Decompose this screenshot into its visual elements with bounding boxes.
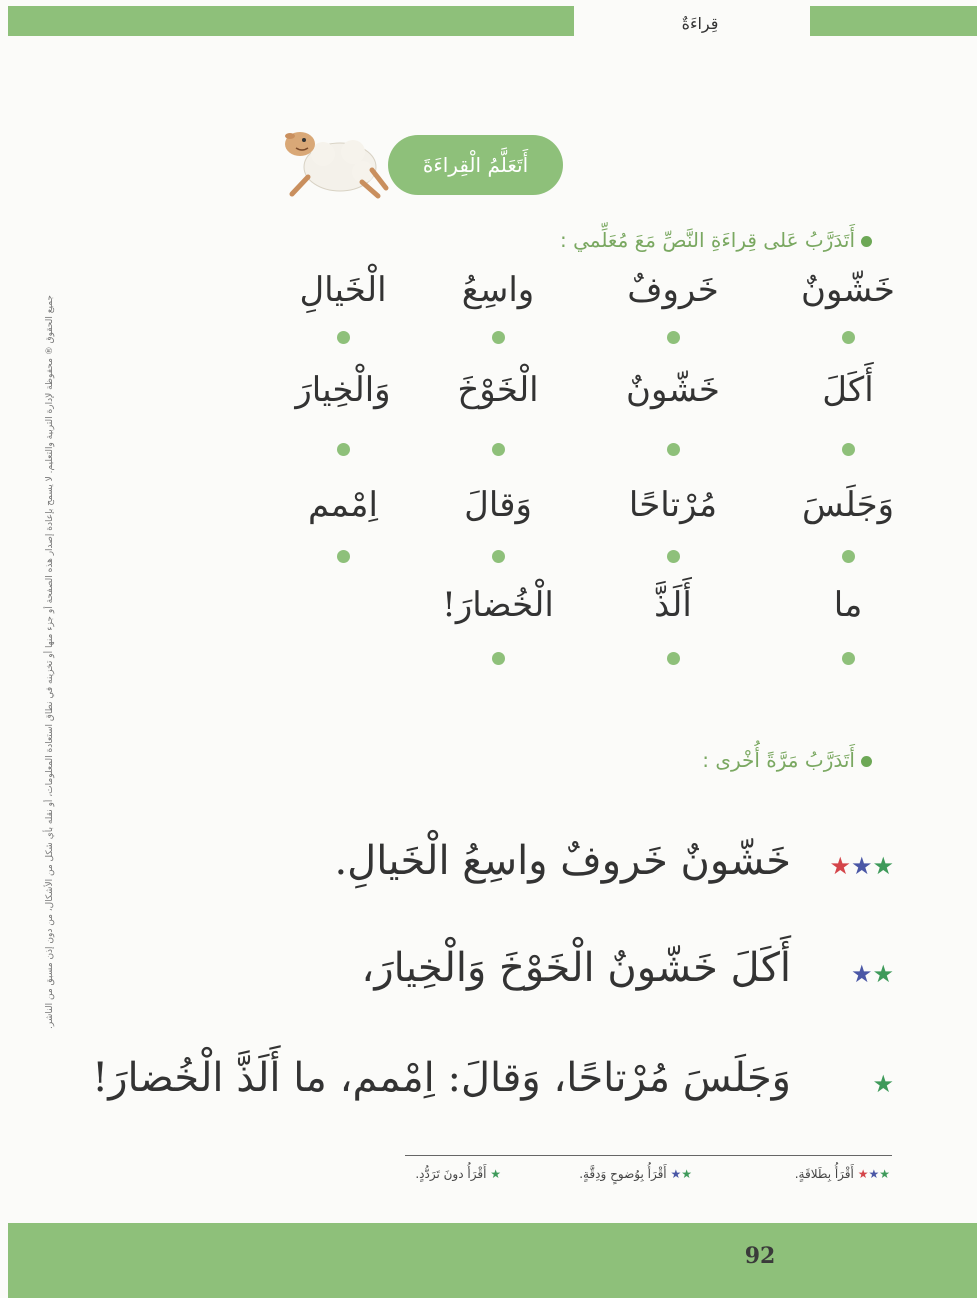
three-star-rating xyxy=(829,852,894,880)
sheep-illustration xyxy=(278,122,393,207)
star-icon: ★ xyxy=(850,852,873,880)
separator-dot xyxy=(667,550,680,563)
two-star-rating xyxy=(851,960,894,988)
bullet-icon xyxy=(861,236,872,247)
legend-three-stars: ★★★ أَقْرَأُ بِطَلاقَةٍ. xyxy=(794,1167,890,1181)
star-icon: ★ xyxy=(872,1070,894,1098)
separator-dot xyxy=(667,652,680,665)
star-icon: ★ xyxy=(857,1167,869,1181)
word-r1c4: الْخَيالِ xyxy=(299,270,387,310)
sentence-3: وَجَلَسَ مُرْتاحًا، وَقالَ: اِمْمم، ما أَلَذَّ الْخُضارَ! xyxy=(92,1055,791,1101)
bullet-icon xyxy=(861,756,872,767)
separator-dot xyxy=(842,550,855,563)
legend-divider xyxy=(405,1155,892,1156)
footer-band xyxy=(8,1223,977,1298)
separator-dot xyxy=(842,652,855,665)
word-r4c3: الْخُضارَ! xyxy=(442,585,554,625)
separator-dot xyxy=(492,652,505,665)
star-icon: ★ xyxy=(681,1167,692,1181)
page-number: 92 xyxy=(744,1243,776,1269)
copyright-note: جميع الحقوق ® محفوظة لإدارة التربية والتعليم. لا يسمح بإعادة إصدار هذه الصفحة أو جزء منها أو تخزينه في نطاق استعادة المعلومات، أو نقله بأي شكل من الأشكال، من دون إذن مسبق من الناشر. xyxy=(45,295,55,1029)
separator-dot xyxy=(337,550,350,563)
word-r1c2: خَروفٌ xyxy=(627,270,719,310)
word-r3c2: مُرْتاحًا xyxy=(628,485,718,525)
word-r4c2: أَلَذَّ xyxy=(654,585,692,625)
separator-dot xyxy=(337,443,350,456)
separator-dot xyxy=(492,550,505,563)
instruction-practice-with-teacher: أَتَدَرَّبُ عَلى قِراءَةِ النَّصِّ مَعَ مُعَلِّمي : xyxy=(560,228,872,252)
section-label: أَتَعَلَّمُ الْقِراءَةَ xyxy=(388,135,563,195)
legend-one-star: ★ أَقْرَأُ دونَ تَرَدُّدٍ. xyxy=(415,1167,501,1181)
legend-two-stars: ★★ أَقْرَأُ بِوُضوحٍ وَدِقَّةٍ. xyxy=(579,1167,692,1181)
separator-dot xyxy=(492,331,505,344)
star-icon: ★ xyxy=(872,960,894,988)
word-r3c3: وَقالَ xyxy=(464,485,532,525)
separator-dot xyxy=(337,331,350,344)
word-r3c1: وَجَلَسَ xyxy=(801,485,895,525)
word-r2c2: خَشّونٌ xyxy=(626,370,720,410)
separator-dot xyxy=(667,443,680,456)
sentence-2: أَكَلَ خَشّونٌ الْخَوْخَ وَالْخِيارَ، xyxy=(361,945,791,991)
one-star-rating xyxy=(872,1070,894,1098)
instruction-practice-again: أَتَدَرَّبُ مَرَّةً أُخْرى : xyxy=(702,748,872,772)
word-r2c1: أَكَلَ xyxy=(822,370,874,410)
word-r1c3: واسِعُ xyxy=(461,270,535,310)
star-icon: ★ xyxy=(879,1167,890,1181)
page-title: قِراءَةٌ xyxy=(681,14,719,33)
word-r2c4: وَالْخِيارَ xyxy=(295,370,391,410)
star-icon: ★ xyxy=(829,852,851,880)
word-r3c4: اِمْمم xyxy=(308,485,378,525)
star-icon: ★ xyxy=(490,1167,501,1181)
separator-dot xyxy=(492,443,505,456)
header-band-left xyxy=(8,6,574,36)
separator-dot xyxy=(667,331,680,344)
star-icon: ★ xyxy=(868,1167,880,1181)
separator-dot xyxy=(842,443,855,456)
word-r4c1: ما xyxy=(833,585,863,625)
star-icon: ★ xyxy=(670,1167,682,1181)
star-icon: ★ xyxy=(850,960,873,988)
star-icon: ★ xyxy=(872,852,894,880)
word-r1c1: خَشّونٌ xyxy=(801,270,895,310)
header-band-right xyxy=(810,6,977,36)
sentence-1: خَشّونٌ خَروفٌ واسِعُ الْخَيالِ. xyxy=(334,838,791,884)
word-r2c3: الْخَوْخَ xyxy=(457,370,539,410)
separator-dot xyxy=(842,331,855,344)
